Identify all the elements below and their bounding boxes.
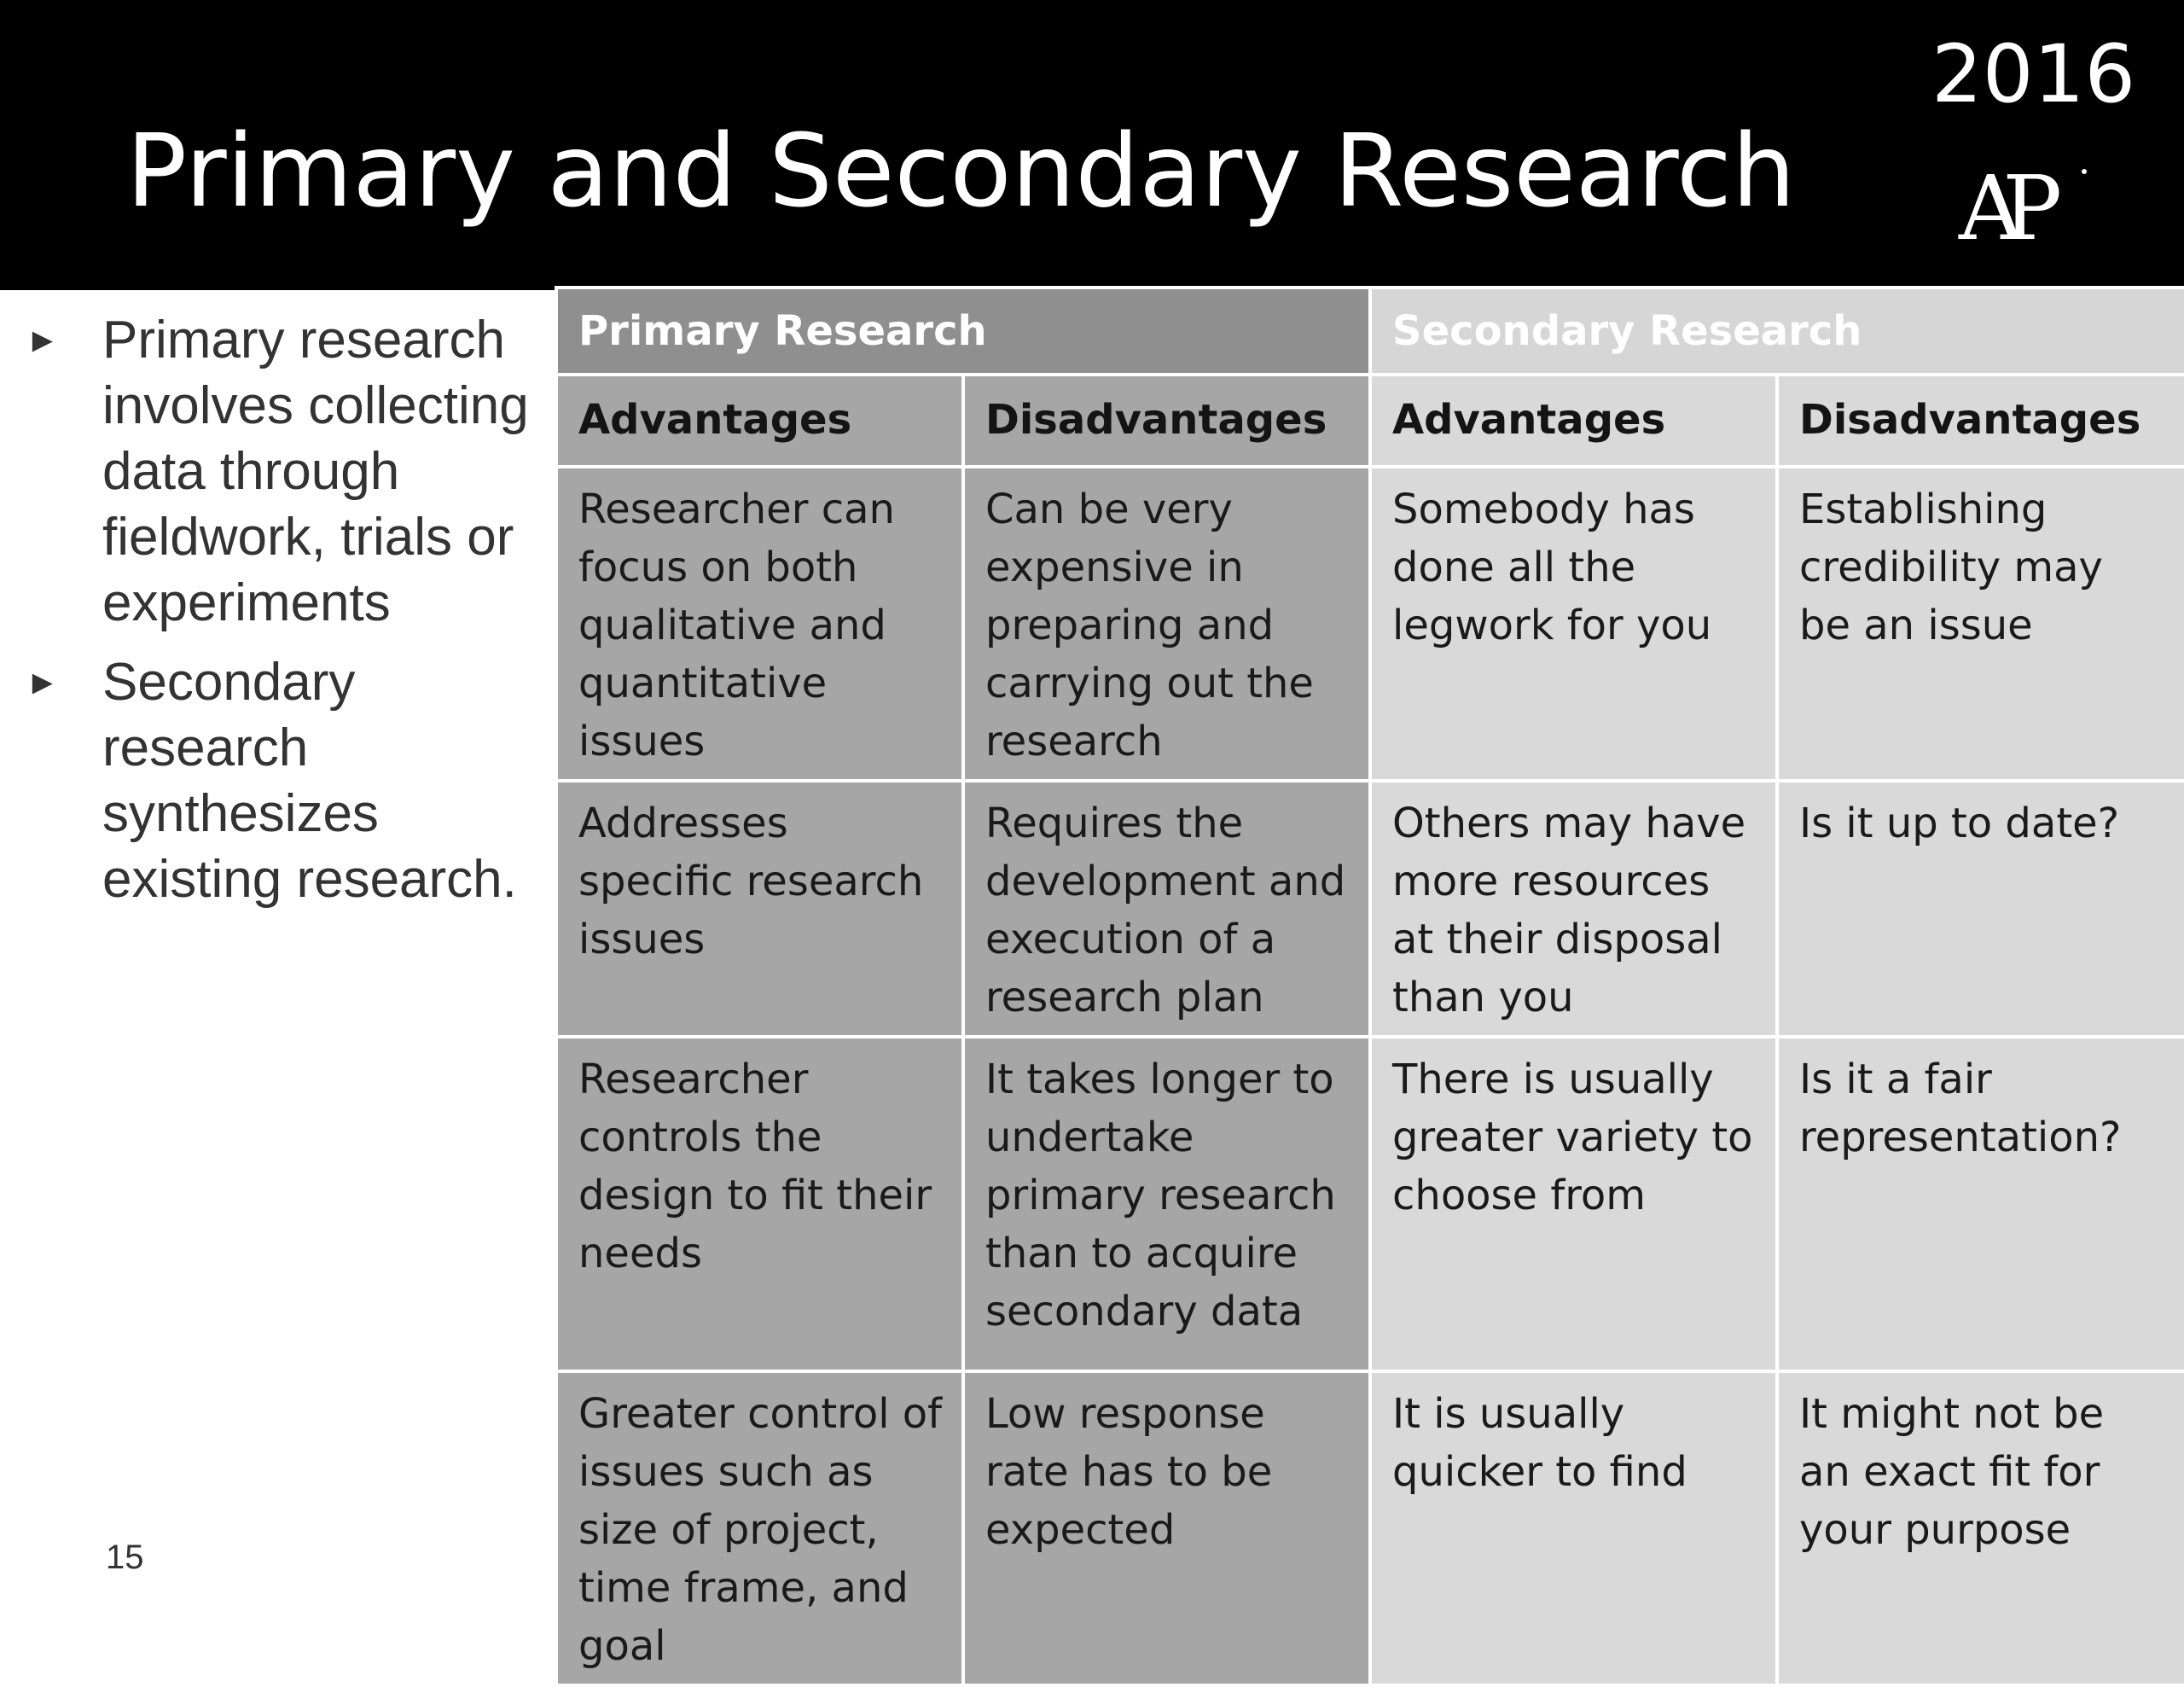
comparison-table xyxy=(555,286,2184,1687)
bullet-text: Secondary research synthesizes existing research. xyxy=(102,653,517,909)
table-cell: There is usually greater variety to choose from xyxy=(1370,1037,1777,1371)
table-cell: Greater control of issues such as size of project, time frame, and goal xyxy=(556,1371,963,1685)
group-header-row xyxy=(556,288,2184,375)
bullet-text: Primary research involves collecting data through fieldwork, trials or experiments xyxy=(102,311,529,632)
bullet-item xyxy=(24,649,536,912)
table-row xyxy=(556,467,2184,781)
column-header: Advantages xyxy=(556,375,963,467)
table-cell: Somebody has done all the legwork for you xyxy=(1370,467,1777,781)
table-row xyxy=(556,1037,2184,1371)
table-cell: Requires the development and execution of a research plan xyxy=(963,781,1370,1037)
table-cell: It is usually quicker to find xyxy=(1370,1371,1777,1685)
bullet-list xyxy=(24,307,536,926)
ap-logo-mark xyxy=(2082,169,2087,174)
table-cell: Is it a fair representation? xyxy=(1777,1037,2184,1371)
group-header-primary: Primary Research xyxy=(556,288,1370,375)
year-label: 2016 xyxy=(1931,28,2136,121)
title-bar xyxy=(0,0,2184,290)
column-header: Advantages xyxy=(1370,375,1777,467)
table-cell: It might not be an exact fit for your purpose xyxy=(1777,1371,2184,1685)
table-cell: Can be very expensive in preparing and carrying out the research xyxy=(963,467,1370,781)
table-row xyxy=(556,781,2184,1037)
bullet-arrow-icon: ► xyxy=(26,322,60,359)
table-cell: Low response rate has to be expected xyxy=(963,1371,1370,1685)
bullet-arrow-icon: ► xyxy=(26,664,60,701)
ap-logo xyxy=(1959,156,2095,260)
table-cell: Researcher can focus on both qualitative and quantitative issues xyxy=(556,467,963,781)
table-cell: Researcher controls the design to fit their needs xyxy=(556,1037,963,1371)
table-cell: Establishing credibility may be an issue xyxy=(1777,467,2184,781)
ap-logo-text: AP xyxy=(1959,156,2042,260)
table-cell: Others may have more resources at their disposal than you xyxy=(1370,781,1777,1037)
group-header-secondary: Secondary Research xyxy=(1370,288,2184,375)
table-cell: It takes longer to undertake primary research than to acquire secondary data xyxy=(963,1037,1370,1371)
slide-number: 15 xyxy=(106,1539,144,1576)
table-cell: Addresses specific research issues xyxy=(556,781,963,1037)
column-header: Disadvantages xyxy=(1777,375,2184,467)
table-cell: Is it up to date? xyxy=(1777,781,2184,1037)
bullet-item xyxy=(24,307,536,636)
column-header-row xyxy=(556,375,2184,467)
slide-title: Primary and Secondary Research xyxy=(126,112,1796,230)
column-header: Disadvantages xyxy=(963,375,1370,467)
